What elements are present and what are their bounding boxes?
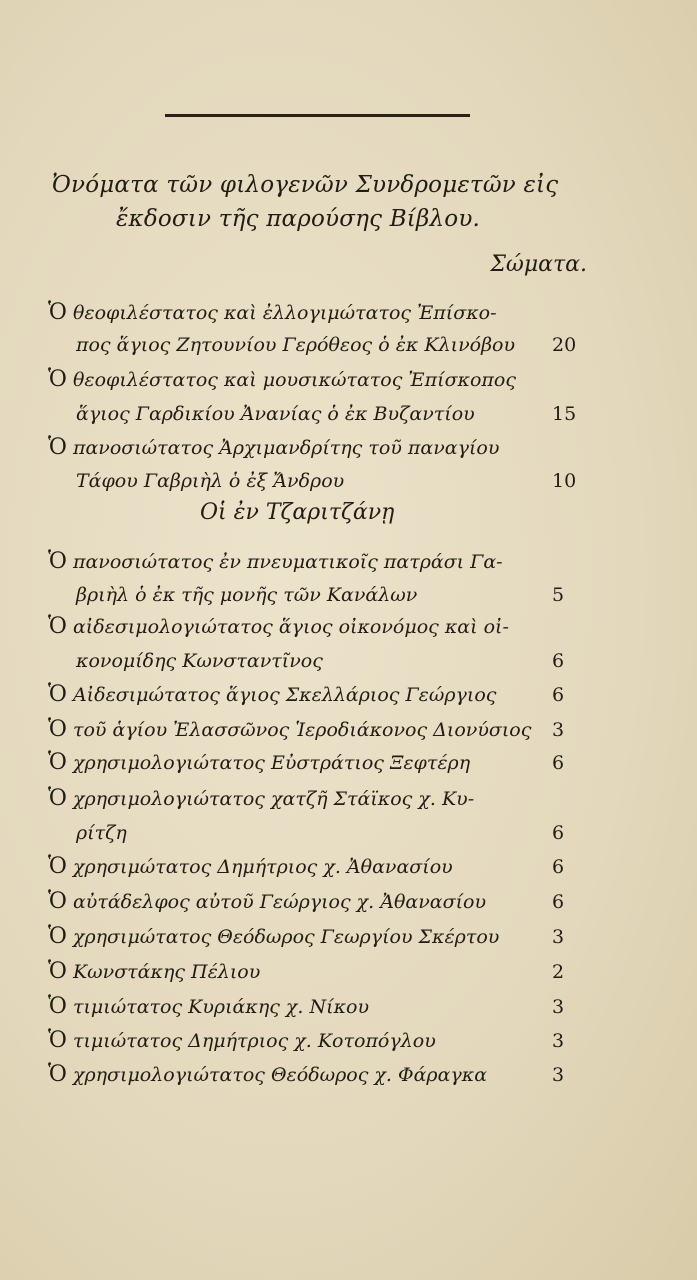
- page-heading: [52, 168, 612, 236]
- entry-initial: Ὁ: [48, 994, 67, 1019]
- list-item: [48, 680, 588, 710]
- entry-initial: Ὁ: [48, 959, 67, 984]
- entry-initial: Ὁ: [48, 549, 67, 574]
- entry-text: πανοσιώτατος ἐν πνευματικοῖς πατράσι Γα-: [72, 551, 503, 573]
- entry-initial: Ὁ: [48, 889, 67, 914]
- section-title: Οἱ ἐν Τζαριτζάνῃ: [200, 500, 395, 525]
- copies-count: 6: [552, 650, 565, 672]
- entry-text: χρησιμολογιώτατος χατζῆ Στάϊκος χ. Κυ-: [72, 788, 475, 810]
- entry-text: βριὴλ ὁ ἐκ τῆς μονῆς τῶν Κανάλων: [76, 584, 418, 606]
- entry-text: Κωνστάκης Πέλιου: [72, 961, 261, 983]
- copies-count: 2: [552, 961, 565, 983]
- copies-count: 6: [552, 891, 565, 913]
- copies-count: 3: [552, 1030, 565, 1052]
- list-item: [76, 330, 616, 360]
- entry-initial: Ὁ: [48, 1028, 67, 1053]
- entry-initial: Ὁ: [48, 614, 67, 639]
- entry-text: αὐτάδελφος αὐτοῦ Γεώργιος χ. Ἀθανασίου: [72, 891, 487, 913]
- list-item: [76, 646, 616, 676]
- entry-initial: Ὁ: [48, 682, 67, 707]
- entry-text: τοῦ ἁγίου Ἐλασσῶνος Ἱεροδιάκονος Διονύσιος: [72, 719, 532, 741]
- list-item: [48, 852, 588, 882]
- entry-initial: Ὁ: [48, 717, 67, 742]
- list-item: [48, 612, 588, 642]
- entry-text: χρησιμώτατος Θεόδωρος Γεωργίου Σκέρτου: [72, 926, 500, 948]
- list-item: [76, 466, 616, 496]
- list-item: [48, 365, 588, 395]
- copies-count: 6: [552, 856, 565, 878]
- entry-initial: Ὁ: [48, 435, 67, 460]
- list-item: [76, 580, 616, 610]
- entry-text: πανοσιώτατος Ἀρχιμανδρίτης τοῦ παναγίου: [72, 437, 500, 459]
- list-item: [48, 748, 588, 778]
- entry-text: αἰδεσιμολογιώτατος ἅγιος οἰκονόμος καὶ οἰ-: [72, 616, 509, 638]
- list-item: [48, 1060, 588, 1090]
- copies-count: 3: [552, 996, 565, 1018]
- entry-initial: Ὁ: [48, 1062, 67, 1087]
- entry-text: θεοφιλέστατος καὶ μουσικώτατος Ἐπίσκοπος: [72, 369, 517, 391]
- list-item: [48, 1026, 588, 1056]
- entry-text: ρίτζη: [76, 822, 127, 844]
- copies-count: 6: [552, 822, 565, 844]
- entry-text: τιμιώτατος Δημήτριος χ. Κοτοπόγλου: [72, 1030, 436, 1052]
- copies-count: 3: [552, 926, 565, 948]
- entry-text: κονομίδης Κωνσταντῖνος: [76, 650, 323, 672]
- entry-text: θεοφιλέστατος καὶ ἐλλογιμώτατος Ἐπίσκο-: [72, 302, 497, 324]
- copies-count: 10: [552, 470, 577, 492]
- entry-text: Αἰδεσιμώτατος ἅγιος Σκελλάριος Γεώργιος: [72, 684, 497, 706]
- entry-initial: Ὁ: [48, 786, 67, 811]
- entry-initial: Ὁ: [48, 854, 67, 879]
- entry-text: πος ἅγιος Ζητουνίου Γερόθεος ὁ ἐκ Κλινόβου: [76, 334, 516, 356]
- entry-initial: Ὁ: [48, 750, 67, 775]
- list-item: [48, 784, 588, 814]
- copies-count: 3: [552, 719, 565, 741]
- copies-count: 6: [552, 752, 565, 774]
- entry-text: χρησιμολογιώτατος Θεόδωρος χ. Φάραγκα: [72, 1064, 488, 1086]
- list-item: [76, 399, 616, 429]
- copies-count: 20: [552, 334, 577, 356]
- copies-count: 15: [552, 403, 577, 425]
- list-item: [48, 992, 588, 1022]
- list-item: [48, 715, 588, 745]
- list-item: [48, 433, 588, 463]
- entry-text: τιμιώτατος Κυριάκης χ. Νίκου: [72, 996, 370, 1018]
- copies-count: 3: [552, 1064, 565, 1086]
- entry-initial: Ὁ: [48, 924, 67, 949]
- entry-text: χρησιμολογιώτατος Εὐστράτιος Ξεφτέρη: [72, 752, 471, 774]
- list-item: [48, 887, 588, 917]
- column-header: Σώματα.: [490, 252, 587, 277]
- entry-text: Τάφου Γαβριὴλ ὁ ἐξ Ἄνδρου: [76, 470, 345, 492]
- list-item: [48, 298, 588, 328]
- entry-text: ἅγιος Γαρδικίου Ἀνανίας ὁ ἐκ Βυζαντίου: [76, 403, 475, 425]
- copies-count: 6: [552, 684, 565, 706]
- heading-line-2: ἔκδοσιν τῆς παρούσης Βίβλου.: [116, 206, 481, 232]
- entry-initial: Ὁ: [48, 367, 67, 392]
- entry-text: χρησιμώτατος Δημήτριος χ. Ἀθανασίου: [72, 856, 453, 878]
- header-rule: [165, 114, 470, 117]
- list-item: [48, 547, 588, 577]
- list-item: [76, 818, 616, 848]
- heading-line-1: Ὀνόματα τῶν φιλογενῶν Συνδρομετῶν εἰς: [52, 172, 559, 198]
- list-item: [48, 922, 588, 952]
- copies-count: 5: [552, 584, 565, 606]
- entry-initial: Ὁ: [48, 300, 67, 325]
- list-item: [48, 957, 588, 987]
